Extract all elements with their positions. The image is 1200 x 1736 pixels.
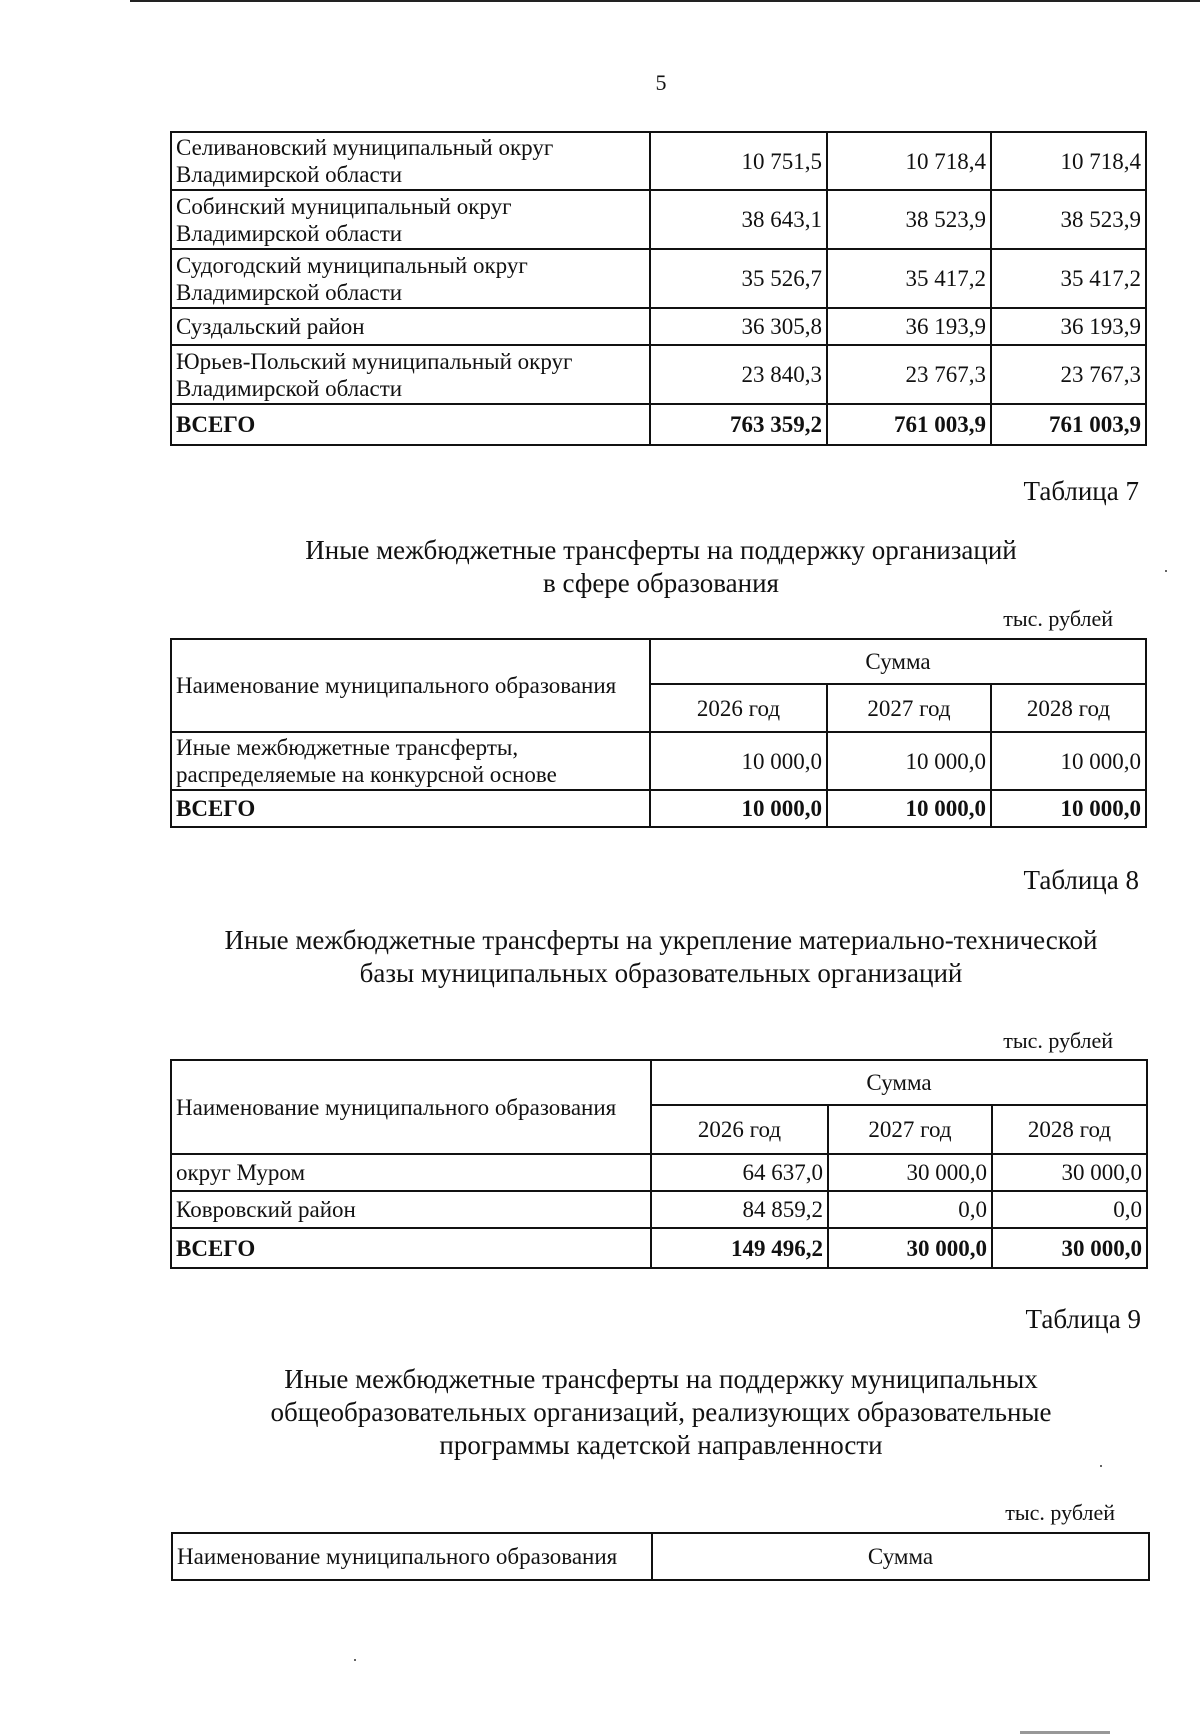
total-2026: 10 000,0 (650, 790, 827, 827)
column-header-sum: Сумма (651, 1060, 1147, 1105)
continued-allocation-table (170, 131, 1147, 446)
value-2028: 35 417,2 (991, 249, 1146, 308)
table-row (171, 1191, 1147, 1228)
value-2028: 10 718,4 (991, 132, 1146, 190)
value-2026: 23 840,3 (650, 345, 827, 404)
scan-speck (1100, 1465, 1102, 1467)
table-row (171, 1154, 1147, 1191)
total-row (171, 404, 1146, 445)
top-border-line (130, 0, 1200, 2)
table-8-label: Таблица 8 (1023, 865, 1139, 895)
column-header-2026: 2026 год (650, 684, 827, 732)
table-row (171, 345, 1146, 404)
municipality-name: Юрьев-Польский муниципальный округ Владимирской области (171, 345, 650, 404)
total-2026: 149 496,2 (651, 1228, 828, 1268)
municipality-name: Селивановский муниципальный округ Владимирской области (171, 132, 650, 190)
total-label: ВСЕГО (171, 1228, 651, 1268)
total-row (171, 1228, 1147, 1268)
value-2028: 30 000,0 (992, 1154, 1147, 1191)
table-7-units: тыс. рублей (1003, 606, 1113, 631)
table-9-title: Иные межбюджетные трансферты на поддержку муниципальных общеобразовательных организаций, реализующих образовательные программы кадетской направленности (270, 1364, 1052, 1460)
total-label: ВСЕГО (171, 790, 650, 827)
value-2028: 36 193,9 (991, 308, 1146, 345)
municipality-name: Иные межбюджетные трансферты, распределяемые на конкурсной основе (171, 732, 650, 790)
value-2027: 0,0 (828, 1191, 992, 1228)
column-header-name: Наименование муниципального образования (171, 1060, 651, 1154)
total-2028: 30 000,0 (992, 1228, 1147, 1268)
municipality-name: Ковровский район (171, 1191, 651, 1228)
header-row (171, 639, 1146, 684)
table-row (171, 190, 1146, 249)
value-2027: 30 000,0 (828, 1154, 992, 1191)
table-9-label: Таблица 9 (1025, 1304, 1141, 1334)
value-2028: 23 767,3 (991, 345, 1146, 404)
table-7-title: Иные межбюджетные трансферты на поддержку организаций в сфере образования (305, 535, 1017, 598)
column-header-sum: Сумма (650, 639, 1146, 684)
scan-smudge (1020, 1731, 1110, 1734)
column-header-2026: 2026 год (651, 1105, 828, 1154)
column-header-name: Наименование муниципального образования (171, 639, 650, 732)
value-2028: 10 000,0 (991, 732, 1146, 790)
municipality-name: Суздальский район (171, 308, 650, 345)
total-label: ВСЕГО (171, 404, 650, 445)
total-2027: 761 003,9 (827, 404, 991, 445)
total-2028: 10 000,0 (991, 790, 1146, 827)
table-row (171, 732, 1146, 790)
value-2026: 64 637,0 (651, 1154, 828, 1191)
total-2027: 30 000,0 (828, 1228, 992, 1268)
column-header-2027: 2027 год (828, 1105, 992, 1154)
value-2027: 35 417,2 (827, 249, 991, 308)
table-8 (170, 1059, 1148, 1269)
column-header-2028: 2028 год (992, 1105, 1147, 1154)
value-2028: 0,0 (992, 1191, 1147, 1228)
table-row (171, 249, 1146, 308)
value-2026: 10 751,5 (650, 132, 827, 190)
value-2027: 10 718,4 (827, 132, 991, 190)
table-9 (171, 1532, 1150, 1581)
table-row (171, 308, 1146, 345)
total-2027: 10 000,0 (827, 790, 991, 827)
value-2027: 10 000,0 (827, 732, 991, 790)
table-8-title: Иные межбюджетные трансферты на укрепление материально-технической базы муниципальных образовательных организаций (224, 925, 1098, 988)
value-2028: 38 523,9 (991, 190, 1146, 249)
value-2026: 84 859,2 (651, 1191, 828, 1228)
header-row (171, 1060, 1147, 1105)
column-header-name: Наименование муниципального образования (172, 1533, 652, 1580)
header-row (172, 1533, 1149, 1580)
value-2027: 38 523,9 (827, 190, 991, 249)
value-2026: 36 305,8 (650, 308, 827, 345)
total-row (171, 790, 1146, 827)
total-2026: 763 359,2 (650, 404, 827, 445)
column-header-2027: 2027 год (827, 684, 991, 732)
municipality-name: Судогодский муниципальный округ Владимирской области (171, 249, 650, 308)
municipality-name: округ Муром (171, 1154, 651, 1191)
table-7 (170, 638, 1147, 828)
scan-speck (1165, 570, 1167, 572)
value-2027: 36 193,9 (827, 308, 991, 345)
scan-speck (354, 1659, 356, 1661)
table-7-label: Таблица 7 (1023, 476, 1139, 506)
value-2026: 38 643,1 (650, 190, 827, 249)
table-8-units: тыс. рублей (1003, 1028, 1113, 1053)
value-2026: 35 526,7 (650, 249, 827, 308)
table-9-units: тыс. рублей (1005, 1500, 1115, 1525)
value-2026: 10 000,0 (650, 732, 827, 790)
column-header-2028: 2028 год (991, 684, 1146, 732)
column-header-sum: Сумма (652, 1533, 1149, 1580)
value-2027: 23 767,3 (827, 345, 991, 404)
municipality-name: Собинский муниципальный округ Владимирской области (171, 190, 650, 249)
table-row (171, 132, 1146, 190)
page-number: 5 (655, 70, 667, 95)
total-2028: 761 003,9 (991, 404, 1146, 445)
